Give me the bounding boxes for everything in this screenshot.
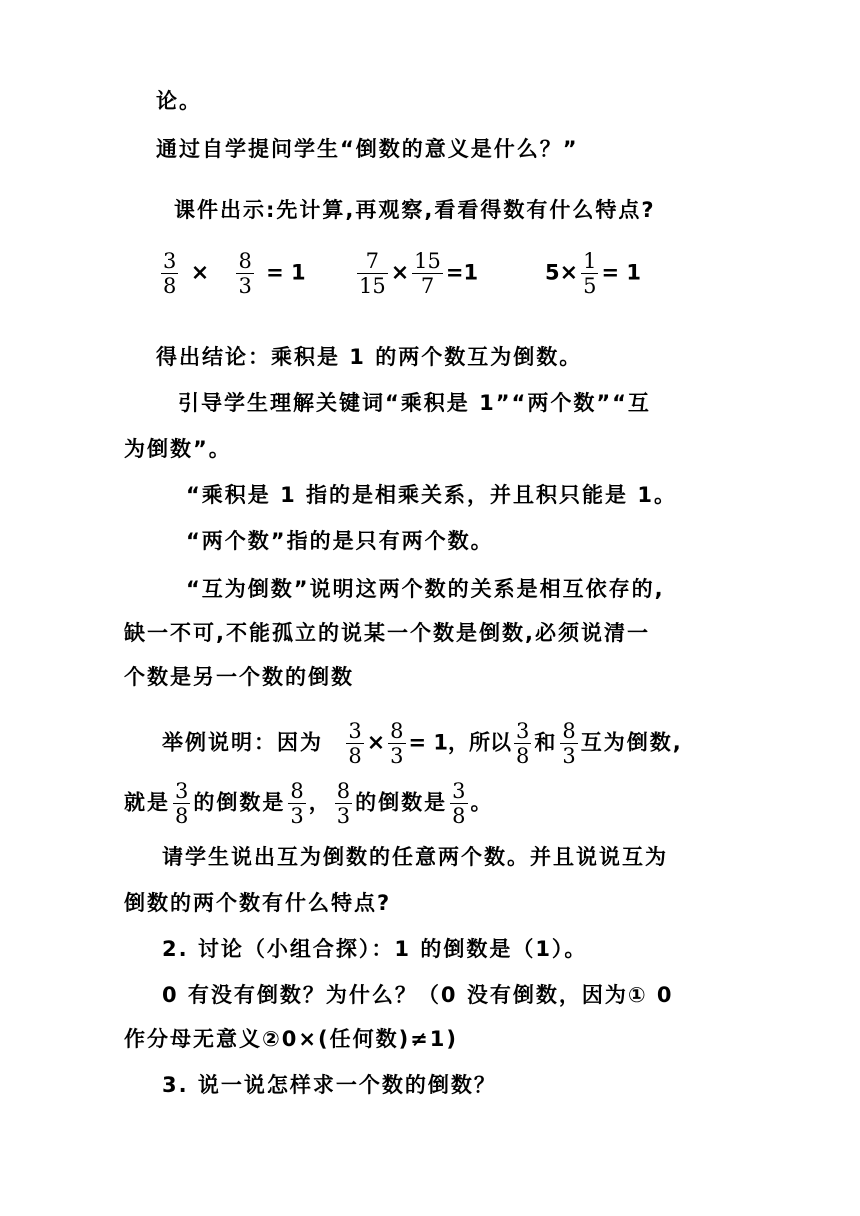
fraction: $\frac{3}{8}$ (175, 779, 189, 828)
equation-result: =1 (445, 260, 479, 285)
paragraph-question: 通过自学提问学生“倒数的意义是什么？” (156, 137, 579, 161)
paragraph-ask-students-2: 倒数的两个数有什么特点? (124, 891, 392, 915)
fraction: $\frac{8}{3}$ (390, 719, 404, 768)
paragraph-courseware: 课件出示:先计算,再观察,看看得数有什么特点? (174, 198, 656, 222)
fraction: $\frac{3}{8}$ (163, 249, 177, 298)
paragraph-how-to: 3. 说一说怎样求一个数的倒数？ (162, 1073, 497, 1097)
paragraph-conclusion: 得出结论：乘积是 1 的两个数互为倒数。 (156, 345, 583, 369)
fraction: $\frac{15}{7}$ (414, 249, 441, 298)
example-explanation-2: 就是 $\frac{3}{8}$ 的倒数是 $\frac{8}{3}$ ， $\frac{8}{3}$ 的倒数是 $\frac{3}{8}$ 。 (124, 779, 494, 828)
example-equation-1 (158, 250, 306, 297)
paragraph-ask-students-1: 请学生说出互为倒数的任意两个数。并且说说互为 (162, 845, 668, 869)
fraction: $\frac{8}{3}$ (290, 779, 304, 828)
equation-result: = 1 (601, 260, 641, 285)
equation-result: = 1 (266, 260, 306, 285)
fraction: $\frac{8}{3}$ (562, 719, 576, 768)
times-sign: × (390, 260, 410, 286)
paragraph-zero-2: 作分母无意义②0×(任何数)≠1) (124, 1027, 458, 1051)
times-sign: × (559, 260, 579, 286)
times-sign: × (190, 260, 210, 286)
fraction: $\frac{3}{8}$ (452, 779, 466, 828)
whole-number: 5 (545, 260, 560, 285)
paragraph-mutual-2: 缺一不可,不能孤立的说某一个数是倒数,必须说清一 (124, 621, 650, 645)
fraction: $\frac{1}{5}$ (583, 249, 597, 298)
paragraph-zero-1: 0 有没有倒数？为什么？（0 没有倒数，因为① 0 (162, 983, 674, 1007)
fraction: $\frac{3}{8}$ (348, 719, 362, 768)
paragraph-discussion: 2. 讨论（小组合探）：1 的倒数是（1）。 (162, 937, 588, 961)
paragraph-keywords-2: 为倒数”。 (124, 437, 232, 461)
fraction: $\frac{7}{15}$ (359, 249, 386, 298)
paragraph-keywords-1: 引导学生理解关键词“乘积是 1”“两个数”“互 (178, 391, 651, 415)
paragraph-mutual-3: 个数是另一个数的倒数 (124, 665, 354, 689)
fraction: $\frac{3}{8}$ (516, 719, 530, 768)
paragraph-mutual-1: “互为倒数”说明这两个数的关系是相互依存的, (186, 577, 665, 601)
example-equation-2 (354, 250, 478, 297)
times-sign: × (366, 730, 386, 756)
paragraph-continuation: 论。 (156, 89, 202, 113)
paragraph-product: “乘积是 1 指的是相乘关系，并且积只能是 1。 (186, 483, 677, 507)
example-equation-3 (545, 250, 641, 297)
paragraph-two-numbers: “两个数”指的是只有两个数。 (186, 529, 494, 553)
fraction: $\frac{8}{3}$ (238, 249, 252, 298)
example-explanation-1: 举例说明：因为 $\frac{3}{8}$ × $\frac{8}{3}$ = 1，所以 $\frac{3}{8}$ 和 $\frac{8}{3}$ 互为倒数, (162, 719, 683, 768)
fraction: $\frac{8}{3}$ (336, 779, 351, 828)
